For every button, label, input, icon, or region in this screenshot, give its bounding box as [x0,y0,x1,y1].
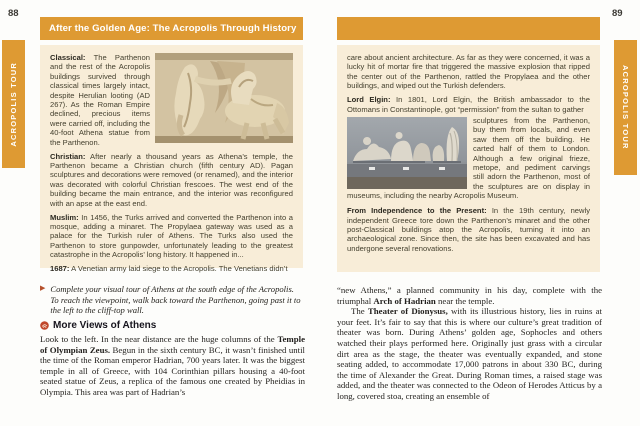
era-label: Classical: [50,53,86,62]
page-number-left: 88 [8,8,19,19]
bold-term-theater-of-dionysus: Theater of Dionysus, [367,306,448,317]
sidebar-tab-acropolis-tour-left [2,40,25,168]
era-label: 1687: [50,264,70,274]
body-text-right [337,285,602,402]
sight-dot-icon [40,321,49,330]
body-text-left: Look to the left. In the near distance are the huge columns of the Temple of Olympian Zeus. Begun in the sixth century BC, it wasn’t finished until the time of the Roman emperor Hadrian, 700 years later. It was the biggest temple in all of Greece, with 104 Corinthian pillars housing a 40-foot seated statue of Zeus, a replica of the famous one created by Pheidias in Olympia. This area was part of Hadrian’s [40,334,305,397]
body-paragraph-theater: The Theater of Dionysus, with its illustrious history, lies in ruins at your feet. It’s fair to say that this is where our culture’s great tradition of theater was born. During Athens’ golden age, Sophocles and others watched their plays performed here. Originally just grass with a circular dirt area as the stage, the theater was eventually expanded, and stone seating added, to accommodate 17,000 patrons in about 330 BC, during the time of Alexander the Great. During Roman times, a raised stage was added, and the theater was connected to the Odeon of Herodes Atticus by a long, covered stoa, creating an ensemble of [337,306,602,401]
history-sidebar-box-right [337,45,600,272]
box-paragraph-christian: Christian: After nearly a thousand years as Athena’s temple, the Parthenon became a Christian church (fifth century AD). Pagan sculptures and decorations were removed (or renamed), and the interior was decorated with colorful Christian frescoes. The west end of the building became the main entrance, and the interior was reconfigured with an apse at the east end. [50,151,293,208]
sidebar-tab-acropolis-tour-right [614,40,637,175]
elgin-marbles-photo [347,117,467,189]
walking-direction-text: Complete your visual tour of Athens at the south edge of the Acropolis. To reach the viewpoint, walk back toward the Parthenon, going past it to the left to the cliff-top wall. [50,284,301,316]
bold-term-temple-of-olympian-zeus: Temple of Olympian Zeus. [40,334,305,355]
bold-term-arch-of-hadrian: Arch of Hadrian [373,295,436,306]
elgin-wrap-zone [347,116,590,201]
sidebar-tab-label: ACROPOLIS TOUR [621,65,630,150]
section-header-bar [40,17,303,40]
section-header-title: After the Golden Age: The Acropolis Through History [49,23,297,34]
era-label: Lord Elgin: [347,95,391,105]
section-heading-title: More Views of Athens [53,320,157,331]
history-sidebar-box-left [40,45,303,274]
era-label: Muslim: [50,212,79,222]
era-label: Christian: [50,151,86,161]
box-paragraph-elgin-cont: sculptures from the Parthenon, buy them from locals, and even saw them off the building. He carted half of them to London. Although a few original frieze, metope, and pediment carvings still adorn the Parthenon, most of the sculptures are on display in museums, including the nearby Acropolis Museum. [347,115,590,201]
box-paragraph-muslim: Muslim: In 1456, the Turks arrived and converted the Parthenon into a mosque, adding a minaret. The Propylaea gateway was used as a palace for the Turkish ruler of Athens. The Turks also used the Parthenon to store gunpowder, unfortunately leading to the greatest catastrophe in the Acropolis’ long history. It happened in... [50,212,293,260]
triangle-right-icon: ▶ [40,285,46,292]
box-paragraph-1687: 1687: A Venetian army laid siege to the Acropolis. The Venetians didn’t [50,264,288,274]
box-paragraph-present: From Independence to the Present: In the 19th century, newly independent Greece tore down the Parthenon’s minaret and the other post-Classical buildings atop the Acropolis, turning it into an archaeological zone. Since then, the site has been excavated and has undergone several renovations. [347,206,590,253]
era-label: From Independence to the Present: [347,206,487,216]
box-paragraph-classical: Classical: The Parthenon and the rest of the Acropolis buildings survived through classical times largely intact, despite Herulian looting (AD 267). As the Roman Empire declined, precious items were carried off, including the 40-foot Athena statue from the Parthenon. [50,53,150,147]
metope-relief-photo [155,53,293,143]
sidebar-tab-label: ACROPOLIS TOUR [9,61,18,147]
walking-direction-note [40,284,302,316]
section-header-bar-continued [337,17,600,40]
box-paragraph-elgin: Lord Elgin: In 1801, Lord Elgin, the British ambassador to the Ottomans in Constantinople, got “permission” from the sultan to gather [347,95,590,114]
section-heading [40,320,156,331]
box-paragraph-continued: care about ancient architecture. As far as they were concerned, it was a lucky hit of mortar fire that triggered the massive explosion that ripped the center out of the Parthenon, rattled the Propylaea and the other buildings, and wiped out the Turkish defenders. [347,53,590,91]
body-paragraph-hadrian: “new Athens,” a planned community in his day, complete with the triumphal Arch of Hadrian near the temple. [337,285,602,306]
page-number-right: 89 [612,8,623,19]
